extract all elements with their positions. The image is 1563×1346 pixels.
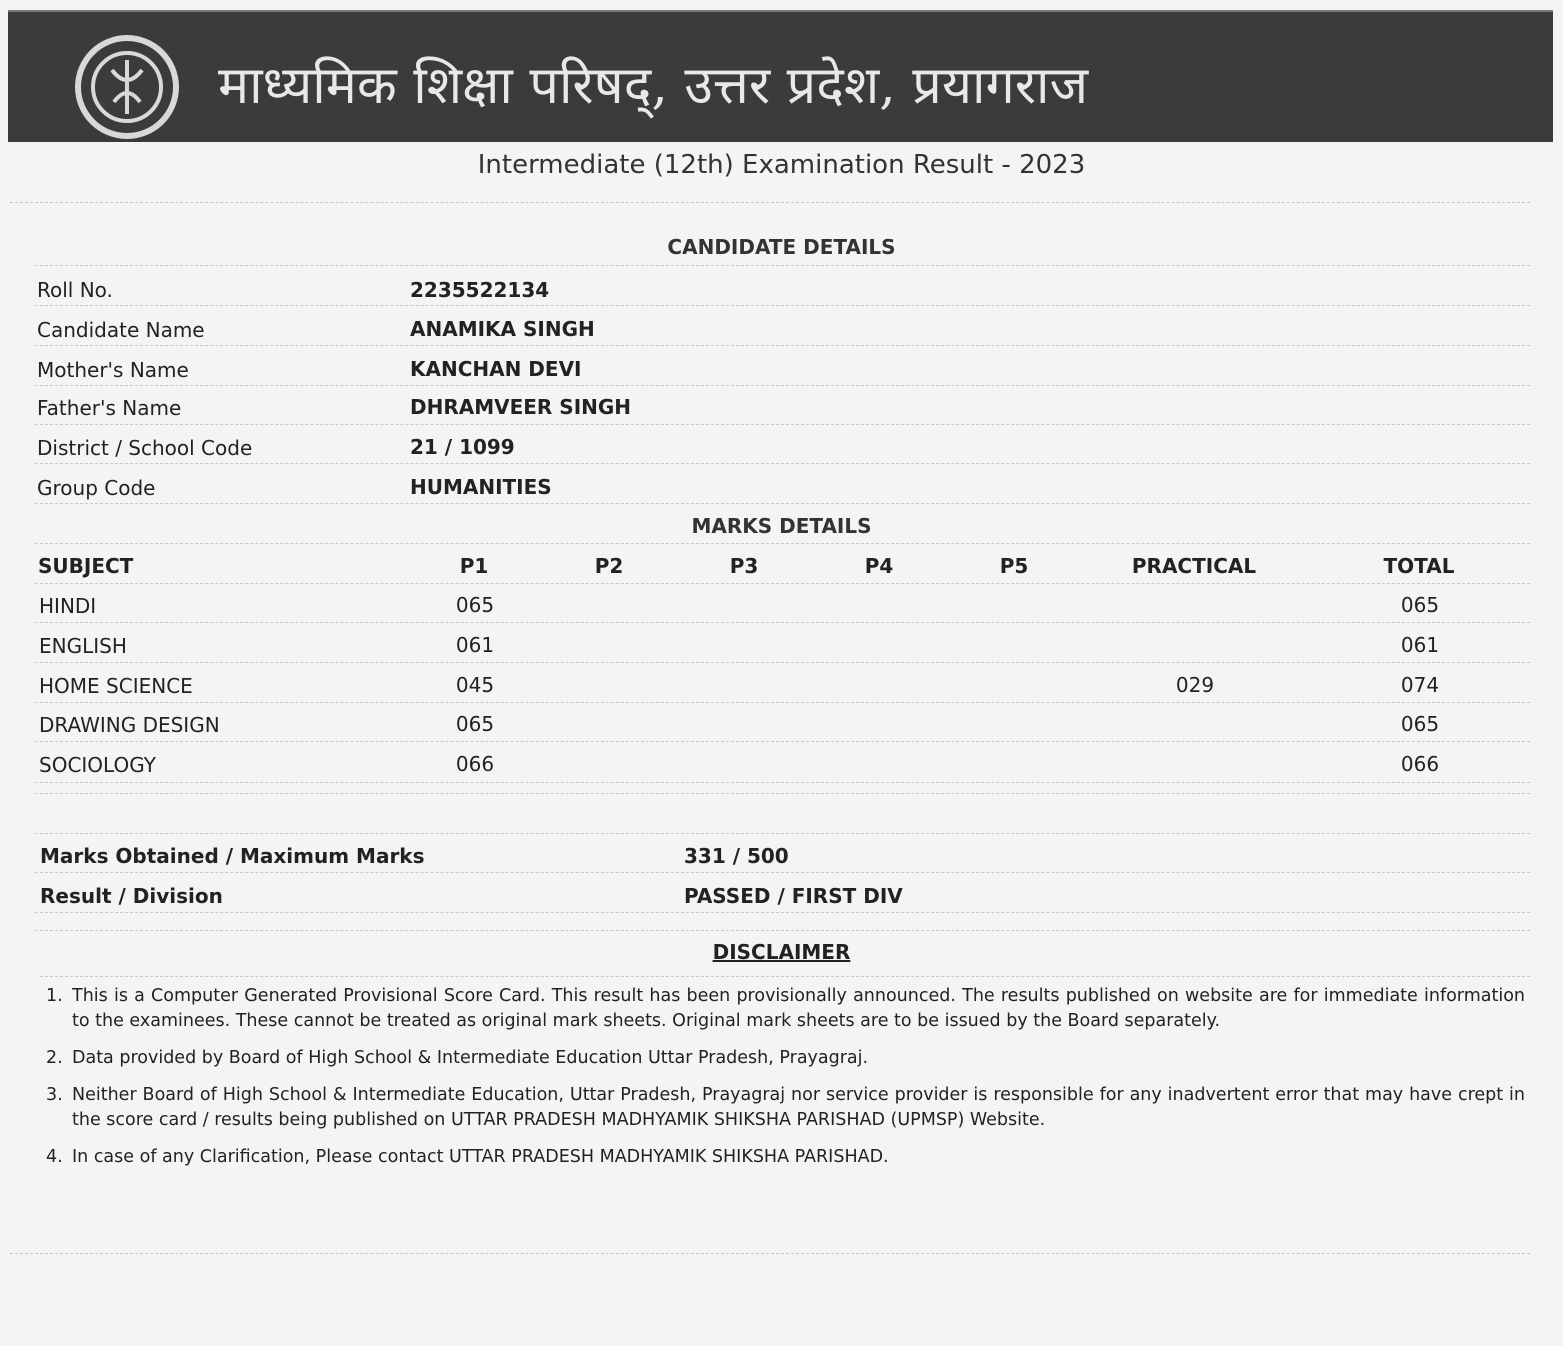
subject-cell: DRAWING DESIGN: [39, 713, 220, 737]
disclaimer-item: [40, 1083, 1525, 1133]
total-cell: 066: [1400, 752, 1440, 776]
disclaimer-item-text: In case of any Clarification, Please contact UTTAR PRADESH MADHYAMIK SHIKSHA PARISHAD.: [72, 1147, 889, 1167]
divider: [35, 833, 1530, 834]
mother-name-label: Mother's Name: [37, 358, 189, 382]
candidate-name-value: ANAMIKA SINGH: [410, 317, 595, 341]
total-cell: 061: [1400, 633, 1440, 657]
candidate-name-label: Candidate Name: [37, 318, 205, 342]
group-code-value: HUMANITIES: [410, 475, 552, 499]
p1-cell: 045: [455, 673, 495, 697]
divider: [35, 265, 1530, 266]
divider: [35, 543, 1530, 544]
divider: [10, 1253, 1530, 1254]
disclaimer-item: [40, 1145, 1525, 1170]
col-p4: P4: [864, 554, 894, 578]
col-p3: P3: [729, 554, 759, 578]
board-title: माध्यमिक शिक्षा परिषद्, उत्तर प्रदेश, प्रयागराज: [218, 56, 1089, 116]
district-school-label: District / School Code: [37, 436, 253, 460]
divider: [35, 782, 1530, 783]
col-subject: SUBJECT: [38, 554, 134, 578]
divider: [35, 424, 1530, 425]
disclaimer-item-number: 3.: [46, 1085, 63, 1105]
p1-cell: 061: [455, 633, 495, 657]
col-practical: PRACTICAL: [1131, 554, 1257, 578]
disclaimer-item-number: 1.: [46, 986, 63, 1006]
col-p5: P5: [999, 554, 1029, 578]
district-school-value: 21 / 1099: [410, 435, 515, 459]
divider: [35, 463, 1530, 464]
mother-name-value: KANCHAN DEVI: [410, 357, 582, 381]
col-p2: P2: [594, 554, 624, 578]
divider: [40, 976, 1530, 977]
col-p1: P1: [459, 554, 489, 578]
disclaimer-heading: DISCLAIMER: [712, 940, 851, 964]
marks-details-heading: MARKS DETAILS: [691, 514, 872, 538]
disclaimer-item: [40, 984, 1525, 1034]
total-cell: 065: [1400, 593, 1440, 617]
subject-cell: HOME SCIENCE: [39, 674, 193, 698]
total-cell: 065: [1400, 712, 1440, 736]
divider: [35, 622, 1530, 623]
practical-cell: 029: [1175, 673, 1215, 697]
p1-cell: 065: [455, 712, 495, 736]
group-code-label: Group Code: [37, 476, 156, 500]
total-cell: 074: [1400, 673, 1440, 697]
divider: [35, 930, 1530, 931]
divider: [35, 912, 1530, 913]
divider: [35, 741, 1530, 742]
disclaimer-item-text: Neither Board of High School & Intermediate Education, Uttar Pradesh, Prayagraj nor service provider is responsible for any inadvertent error that may have crept in the score card / results being published on UTTAR PRADESH MADHYAMIK SHIKSHA PARISHAD (UPMSP) Website.: [72, 1085, 1525, 1130]
p1-cell: 065: [455, 593, 495, 617]
divider: [35, 872, 1530, 873]
board-seal-icon: [72, 32, 182, 142]
roll-no-value: 2235522134: [410, 278, 550, 302]
disclaimer-item-number: 4.: [46, 1147, 63, 1167]
divider: [35, 345, 1530, 346]
subject-cell: HINDI: [39, 594, 97, 618]
divider: [35, 503, 1530, 504]
header-banner: [8, 10, 1553, 142]
exam-title: Intermediate (12th) Examination Result - 2023: [477, 150, 1086, 180]
disclaimer-item: [40, 1046, 1525, 1071]
subject-cell: ENGLISH: [39, 634, 127, 658]
divider: [10, 202, 1530, 203]
divider: [35, 583, 1530, 584]
father-name-value: DHRAMVEER SINGH: [410, 395, 632, 419]
disclaimer-item-text: Data provided by Board of High School & Intermediate Education Uttar Pradesh, Prayagraj.: [72, 1048, 869, 1068]
subject-cell: SOCIOLOGY: [39, 753, 156, 777]
marks-obtained-label: Marks Obtained / Maximum Marks: [40, 844, 425, 868]
divider: [35, 385, 1530, 386]
disclaimer-item-text: This is a Computer Generated Provisional Score Card. This result has been provisionally announced. The results published on website are for immediate information to the examinees. These cannot be treated as original mark sheets. Original mark sheets are to be issued by the Board separately.: [72, 986, 1525, 1031]
disclaimer-item-number: 2.: [46, 1048, 63, 1068]
disclaimer-list: [40, 984, 1525, 1182]
divider: [35, 662, 1530, 663]
divider: [35, 793, 1530, 794]
result-division-value: PASSED / FIRST DIV: [684, 884, 903, 908]
p1-cell: 066: [455, 752, 495, 776]
col-total: TOTAL: [1383, 554, 1455, 578]
result-division-label: Result / Division: [40, 884, 223, 908]
divider: [35, 305, 1530, 306]
father-name-label: Father's Name: [37, 396, 182, 420]
marks-obtained-value: 331 / 500: [684, 844, 789, 868]
roll-no-label: Roll No.: [37, 278, 113, 302]
candidate-details-heading: CANDIDATE DETAILS: [667, 235, 896, 259]
divider: [35, 702, 1530, 703]
